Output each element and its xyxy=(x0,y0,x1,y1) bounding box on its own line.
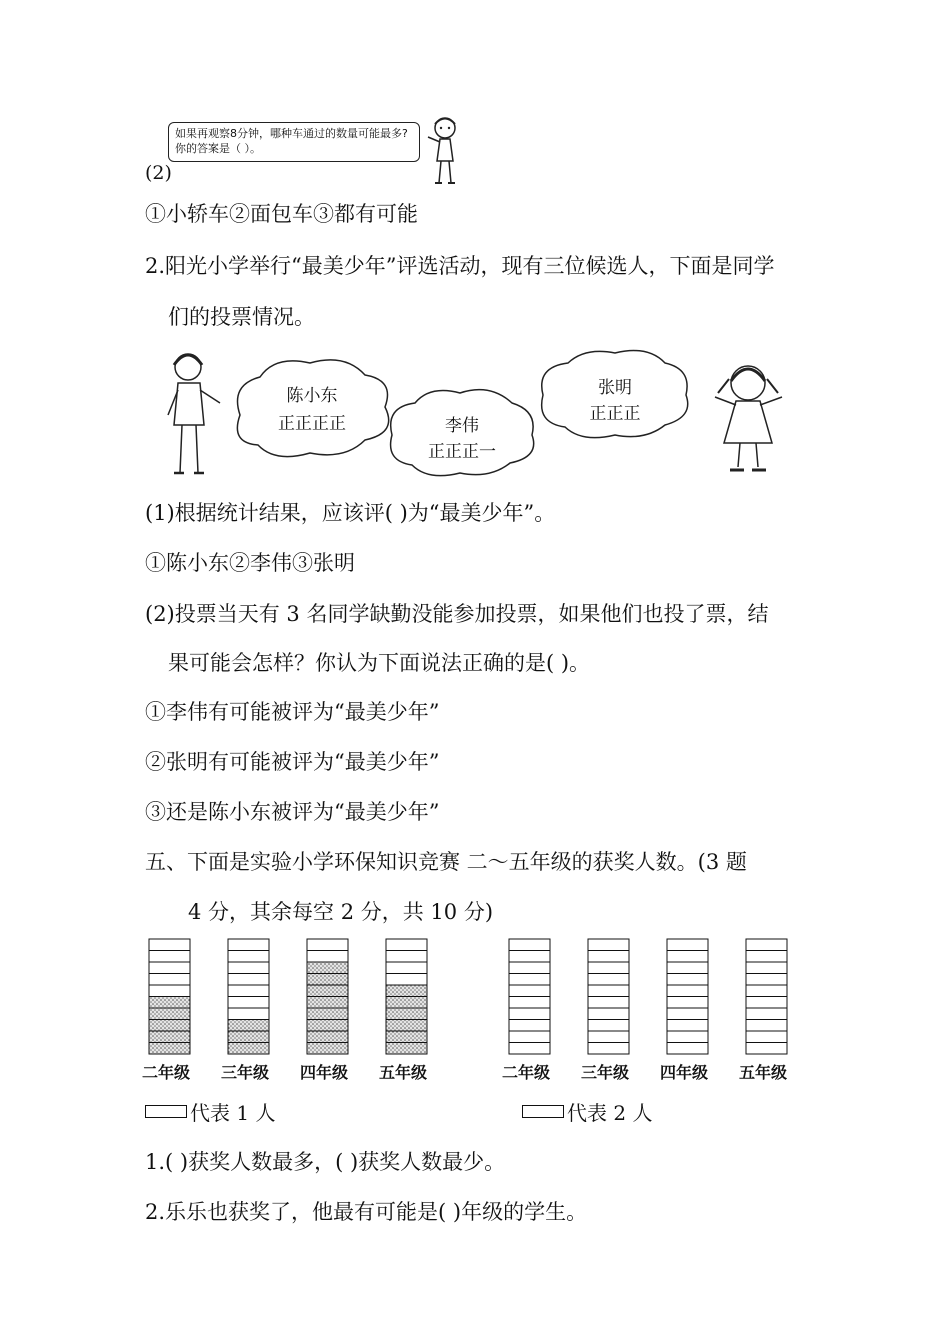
award-bar-charts xyxy=(140,935,820,1060)
grid-cell xyxy=(746,962,787,974)
grid-cell xyxy=(149,951,190,963)
legend-right-label: 代表 2 人 xyxy=(567,1101,653,1125)
voting-illustration xyxy=(160,345,820,480)
s5-question-2: 2.乐乐也获奖了，他最有可能是( )年级的学生。 xyxy=(145,1200,588,1224)
speech-bubble xyxy=(168,122,420,162)
grid-cell xyxy=(667,1031,708,1043)
grid-cell xyxy=(149,939,190,951)
bar-column-1-4 xyxy=(386,939,427,1054)
grid-cell xyxy=(509,1031,550,1043)
category-label-1-1: 二年级 xyxy=(142,1063,191,1082)
cloud-1-name: 陈小东 xyxy=(286,386,338,406)
grid-cell xyxy=(386,939,427,951)
category-label-2-4: 五年级 xyxy=(739,1063,788,1082)
legend-left-box xyxy=(145,1105,187,1118)
grid-cell xyxy=(509,951,550,963)
cloud-3-tally: 正正正 xyxy=(589,404,641,424)
grid-cell xyxy=(667,985,708,997)
cloud-1-shape xyxy=(237,360,388,457)
section-5-line-2: 4 分，其余每空 2 分，共 10 分) xyxy=(188,900,494,924)
bar-column-2-3 xyxy=(667,939,708,1054)
cloud-2-name: 李伟 xyxy=(445,416,479,436)
grid-cell xyxy=(588,1043,629,1055)
grid-cell xyxy=(509,974,550,986)
grid-cell xyxy=(667,1008,708,1020)
grid-cell xyxy=(667,974,708,986)
grid-cell xyxy=(588,974,629,986)
category-label-1-4: 五年级 xyxy=(379,1063,428,1082)
grid-cell xyxy=(149,985,190,997)
grid-cell xyxy=(746,1008,787,1020)
grid-cell xyxy=(588,1008,629,1020)
grid-cell xyxy=(228,951,269,963)
thinking-person-illustration xyxy=(420,115,470,187)
grid-cell xyxy=(667,962,708,974)
grid-cell xyxy=(746,939,787,951)
grid-cell xyxy=(509,1008,550,1020)
bar-column-1-2 xyxy=(228,939,269,1054)
problem-2-line-2: 们的投票情况。 xyxy=(168,305,315,329)
legend-left xyxy=(145,1097,275,1126)
grid-cell xyxy=(149,974,190,986)
p2-question-1-options: ①陈小东②李伟③张明 xyxy=(145,551,355,575)
grid-cell xyxy=(667,951,708,963)
legend-right xyxy=(522,1097,652,1126)
bar-column-1-3 xyxy=(307,939,348,1054)
s5-question-1: 1.( )获奖人数最多，( )获奖人数最少。 xyxy=(145,1150,506,1174)
grid-cell xyxy=(509,1020,550,1032)
category-label-2-1: 二年级 xyxy=(502,1063,551,1082)
cloud-2-tally: 正正正一 xyxy=(428,442,496,462)
problem-2-line-1: 2.阳光小学举行“最美少年”评选活动，现有三位候选人，下面是同学 xyxy=(145,254,775,278)
grid-cell xyxy=(667,1043,708,1055)
grid-cell xyxy=(588,1020,629,1032)
grid-cell xyxy=(307,951,348,963)
section-5-line-1: 五、下面是实验小学环保知识竞赛 二～五年级的获奖人数。(3 题 xyxy=(145,850,747,874)
grid-cell xyxy=(509,985,550,997)
p2-question-2-line-1: (2)投票当天有 3 名同学缺勤没能参加投票，如果他们也投了票，结 xyxy=(145,602,769,626)
grid-cell xyxy=(307,939,348,951)
grid-cell xyxy=(228,939,269,951)
bar-column-2-4 xyxy=(746,939,787,1054)
grid-cell xyxy=(386,951,427,963)
category-label-1-2: 三年级 xyxy=(221,1063,270,1082)
legend-left-label: 代表 1 人 xyxy=(190,1101,276,1125)
bar-fill-1-1 xyxy=(149,997,190,1055)
grid-cell xyxy=(746,974,787,986)
p2-q2-option-2: ②张明有可能被评为“最美少年” xyxy=(145,750,440,774)
grid-cell xyxy=(746,997,787,1009)
grid-cell xyxy=(746,951,787,963)
bar-column-1-1 xyxy=(149,939,190,1054)
legend-right-box xyxy=(522,1105,564,1118)
grid-cell xyxy=(746,1031,787,1043)
grid-cell xyxy=(228,974,269,986)
question-2-number: (2) xyxy=(145,162,172,184)
grid-cell xyxy=(509,962,550,974)
grid-cell xyxy=(386,974,427,986)
grid-cell xyxy=(588,1031,629,1043)
speech-line-1: 如果再观察8分钟，哪种车通过的数量可能最多? xyxy=(175,127,408,140)
speech-line-2: 你的答案是（ ）。 xyxy=(175,142,261,155)
p2-q2-option-1: ①李伟有可能被评为“最美少年” xyxy=(145,700,440,724)
grid-cell xyxy=(746,1043,787,1055)
p2-question-2-line-2: 果可能会怎样？你认为下面说法正确的是( )。 xyxy=(168,651,591,675)
category-label-1-3: 四年级 xyxy=(300,1063,349,1082)
grid-cell xyxy=(228,985,269,997)
grid-cell xyxy=(588,997,629,1009)
grid-cell xyxy=(667,997,708,1009)
grid-cell xyxy=(509,939,550,951)
grid-cell xyxy=(228,997,269,1009)
grid-cell xyxy=(149,962,190,974)
grid-cell xyxy=(667,1020,708,1032)
grid-cell xyxy=(228,1008,269,1020)
left-girl-icon xyxy=(168,354,220,473)
category-label-2-3: 四年级 xyxy=(660,1063,709,1082)
grid-cell xyxy=(509,1043,550,1055)
right-girl-icon xyxy=(715,366,782,470)
grid-cell xyxy=(588,939,629,951)
bar-column-2-2 xyxy=(588,939,629,1054)
grid-cell xyxy=(509,997,550,1009)
q2-options: ①小轿车②面包车③都有可能 xyxy=(145,202,418,226)
grid-cell xyxy=(588,985,629,997)
grid-cell xyxy=(228,962,269,974)
grid-cell xyxy=(746,1020,787,1032)
grid-cell xyxy=(667,939,708,951)
cloud-1-tally: 正正正正 xyxy=(278,414,346,434)
bar-column-2-1 xyxy=(509,939,550,1054)
bar-fill-1-2 xyxy=(228,1020,269,1055)
grid-cell xyxy=(746,985,787,997)
grid-cell xyxy=(588,951,629,963)
grid-cell xyxy=(588,962,629,974)
cloud-3-name: 张明 xyxy=(598,378,632,398)
grid-cell xyxy=(386,962,427,974)
p2-q2-option-3: ③还是陈小东被评为“最美少年” xyxy=(145,800,440,824)
p2-question-1: (1)根据统计结果，应该评( )为“最美少年”。 xyxy=(145,501,556,525)
category-label-2-2: 三年级 xyxy=(581,1063,630,1082)
